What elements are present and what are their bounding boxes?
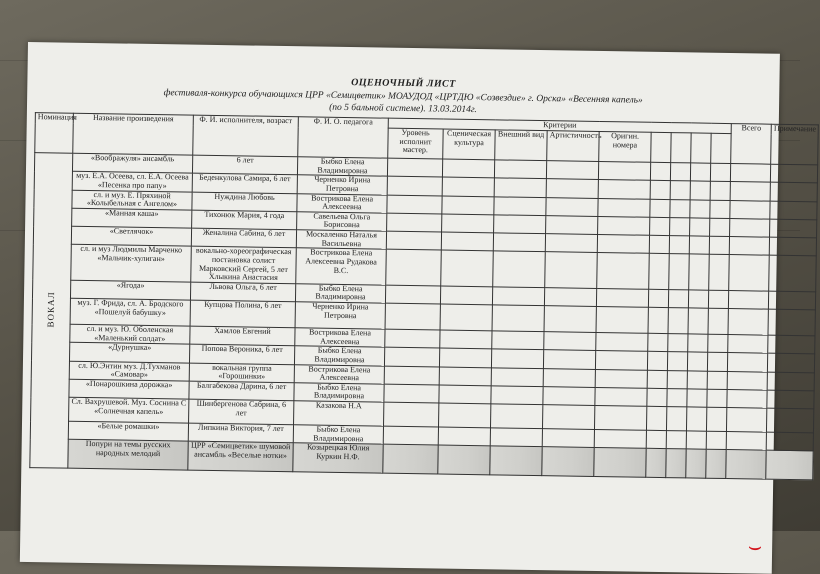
score-cell[interactable] [386, 249, 442, 285]
performer-cell: ЦРР «Семицветик» шумовой ансамбль «Веселые нотки» [188, 441, 293, 472]
score-cell[interactable] [730, 200, 770, 219]
score-cell[interactable] [669, 254, 690, 290]
performer-cell: Попова Вероника, 6 лет [189, 344, 294, 364]
score-cell[interactable] [688, 308, 708, 334]
score-cell[interactable] [441, 232, 493, 251]
score-cell[interactable] [728, 335, 768, 354]
score-cell[interactable] [598, 161, 650, 180]
score-cell[interactable] [727, 408, 767, 433]
score-cell[interactable] [546, 197, 598, 216]
score-cell[interactable] [729, 290, 769, 309]
score-cell[interactable] [768, 353, 815, 372]
score-cell[interactable] [387, 195, 442, 214]
score-cell[interactable] [687, 370, 707, 389]
score-cell[interactable] [490, 428, 542, 447]
score-cell[interactable] [440, 286, 492, 305]
teacher-cell: Вострикова Елена Алексеевна [297, 193, 387, 213]
score-cell[interactable] [385, 329, 440, 348]
score-cell[interactable] [438, 427, 490, 446]
score-cell[interactable] [706, 449, 727, 478]
score-cell[interactable] [726, 450, 766, 480]
score-cell[interactable] [726, 432, 766, 451]
score-cell[interactable] [384, 402, 439, 427]
score-cell[interactable] [668, 334, 688, 353]
score-cell[interactable] [442, 196, 494, 215]
score-cell[interactable] [491, 349, 543, 368]
score-cell[interactable] [543, 386, 595, 405]
score-cell[interactable] [667, 388, 687, 407]
performer-cell: вокальная группа «Горошинки» [189, 363, 294, 383]
performer-cell: Женалина Сабина, 6 лет [191, 228, 296, 248]
score-cell[interactable] [595, 387, 647, 406]
score-cell[interactable] [385, 303, 440, 330]
score-cell[interactable] [769, 237, 816, 256]
teacher-cell: Москаленко Наталья Васильевна [296, 230, 386, 250]
score-cell[interactable] [710, 218, 730, 237]
score-cell[interactable] [770, 182, 817, 201]
score-cell[interactable] [686, 449, 706, 478]
score-cell[interactable] [383, 426, 438, 445]
score-cell[interactable] [494, 196, 546, 215]
score-cell[interactable] [668, 308, 688, 334]
score-cell[interactable] [595, 369, 647, 388]
piece-cell: сл. и муз Людмилы Марченко «Мальчик-хулиган» [71, 244, 192, 281]
score-cell[interactable] [688, 334, 708, 353]
score-cell[interactable] [670, 217, 690, 236]
score-cell[interactable] [385, 285, 440, 304]
score-cell[interactable] [494, 215, 546, 234]
score-cell[interactable] [387, 158, 442, 177]
document-date-line: (по 5 бальной системе). 13.03.2014г. [329, 102, 477, 116]
header-teacher: Ф. И. О. педагога [298, 117, 389, 158]
teacher-cell: Казакова Н.А [294, 401, 384, 426]
score-cell[interactable] [689, 254, 710, 290]
score-cell[interactable] [766, 432, 813, 451]
score-cell[interactable] [648, 289, 668, 308]
score-cell[interactable] [729, 237, 769, 256]
score-cell[interactable] [648, 307, 668, 333]
score-cell[interactable] [706, 431, 726, 450]
score-cell[interactable] [690, 199, 710, 218]
score-cell[interactable] [493, 233, 545, 252]
score-cell[interactable] [542, 429, 594, 448]
score-cell[interactable] [442, 159, 494, 178]
score-cell[interactable] [596, 332, 648, 351]
score-cell[interactable] [594, 405, 646, 430]
score-cell[interactable] [727, 371, 767, 390]
score-cell[interactable] [491, 367, 543, 386]
header-total: Всего [731, 124, 772, 165]
score-cell[interactable] [666, 449, 686, 478]
header-criteria: Критерии [388, 118, 731, 133]
score-cell[interactable] [546, 161, 598, 180]
score-cell[interactable] [646, 430, 666, 449]
score-cell[interactable] [542, 405, 594, 430]
score-cell[interactable] [597, 234, 649, 253]
piece-cell: сл. Ю.Энтин муз. Д.Тухманов «Самовар» [69, 361, 189, 381]
score-cell[interactable] [707, 371, 727, 390]
score-cell[interactable] [710, 181, 730, 200]
score-cell[interactable] [731, 164, 771, 183]
score-cell[interactable] [686, 431, 706, 450]
criterion-mastery: Уровень исполнит мастер. [388, 128, 443, 159]
score-cell[interactable] [689, 236, 709, 255]
performer-cell: 6 лет [192, 155, 297, 175]
score-cell[interactable] [594, 429, 646, 448]
score-cell[interactable] [690, 163, 710, 182]
score-cell[interactable] [690, 181, 710, 200]
evaluation-sheet [20, 42, 817, 574]
score-cell[interactable] [667, 352, 687, 371]
piece-cell: «Ягода» [70, 280, 190, 300]
performer-cell: Нуждина Любовь [192, 192, 297, 212]
score-cell[interactable] [708, 308, 729, 334]
score-cell[interactable] [387, 213, 442, 232]
score-cell[interactable] [440, 330, 492, 349]
score-cell[interactable] [767, 408, 814, 433]
score-cell[interactable] [493, 251, 546, 287]
header-nomination: Номинация [35, 113, 74, 154]
score-cell[interactable] [544, 287, 596, 306]
score-cell[interactable] [439, 385, 491, 404]
teacher-cell: Черненко Ирина Петровна [295, 302, 385, 329]
score-cell[interactable] [598, 216, 650, 235]
header-performer: Ф. И. исполнителя, возраст [193, 115, 299, 157]
score-cell[interactable] [439, 367, 491, 386]
score-cell[interactable] [439, 403, 491, 428]
score-cell[interactable] [647, 370, 667, 389]
score-cell[interactable] [438, 445, 490, 475]
score-cell[interactable] [545, 252, 598, 288]
score-cell[interactable] [595, 351, 647, 370]
performer-cell: Шинбергенова Сабрина, 6 лет [189, 399, 294, 425]
teacher-cell: Савельева Ольга Борисовна [297, 211, 387, 231]
score-cell[interactable] [597, 253, 650, 289]
performer-cell: Хамлов Евгений [190, 326, 295, 346]
score-cell[interactable] [768, 309, 815, 336]
score-cell[interactable] [728, 309, 768, 336]
piece-cell: «Светлячок» [71, 226, 191, 246]
score-cell[interactable] [729, 255, 770, 291]
score-cell[interactable] [490, 446, 542, 476]
score-cell[interactable] [670, 181, 690, 200]
score-cell[interactable] [649, 235, 669, 254]
score-cell[interactable] [543, 350, 595, 369]
score-cell[interactable] [666, 407, 686, 431]
criterion-appearance: Внешний вид [495, 130, 547, 161]
score-cell[interactable] [545, 234, 597, 253]
score-cell[interactable] [769, 255, 817, 291]
score-cell[interactable] [646, 449, 666, 478]
teacher-cell: Черненко Ирина Петровна [297, 175, 387, 195]
score-cell[interactable] [598, 180, 650, 199]
score-cell[interactable] [544, 332, 596, 351]
score-cell[interactable] [727, 389, 767, 408]
criterion-originality: Оригин. номера [599, 131, 651, 162]
document-title: ОЦЕНОЧНЫЙ ЛИСТ [351, 77, 456, 90]
score-cell[interactable] [491, 386, 543, 405]
header-note: Примечание [771, 124, 819, 165]
score-cell[interactable] [542, 447, 594, 477]
performer-cell: Тихонюк Мария, 4 года [192, 210, 297, 230]
score-cell[interactable] [650, 162, 670, 181]
score-cell[interactable] [707, 352, 727, 371]
performer-cell: Липкина Виктория, 7 лет [188, 423, 293, 443]
score-cell[interactable] [594, 448, 646, 478]
score-cell[interactable] [670, 163, 690, 182]
score-cell[interactable] [596, 288, 648, 307]
piece-cell: муз. Г. Фрида, сл. А. Бродского «Пошелуй бабушку» [70, 298, 190, 326]
piece-cell: муз. Е.А. Осеева, сл. Е.А. Осеева «Песенка про папу» [72, 171, 192, 191]
score-cell[interactable] [647, 388, 667, 407]
score-cell[interactable] [686, 407, 706, 431]
score-cell[interactable] [668, 289, 688, 308]
score-cell[interactable] [767, 372, 814, 391]
score-cell[interactable] [649, 254, 670, 290]
score-cell[interactable] [710, 163, 730, 182]
header-piece: Название произведения [73, 113, 194, 155]
piece-cell: «Понарошкина дорожка» [69, 379, 189, 399]
teacher-cell: Быбко Елена Владимировна [294, 382, 384, 402]
piece-cell: «Белые ромашки» [68, 421, 188, 441]
performer-cell: вокально-хореографическая постановка солист Марковский Сергей, 5 лет Хлыкина Анастасия [191, 246, 297, 283]
score-cell[interactable] [544, 306, 596, 333]
score-cell[interactable] [440, 304, 492, 331]
score-cell[interactable] [383, 444, 438, 474]
score-cell[interactable] [771, 164, 818, 183]
teacher-cell: Быбко Елена Владимировна [295, 283, 385, 303]
score-cell[interactable] [546, 179, 598, 198]
teacher-cell: Вострикова Елена Алексеевна [295, 328, 385, 348]
score-cell[interactable] [441, 250, 494, 286]
criterion-artistry: Артистичность [547, 131, 599, 162]
score-cell[interactable] [670, 199, 690, 218]
score-cell[interactable] [768, 335, 815, 354]
score-cell[interactable] [598, 198, 650, 217]
piece-cell: сл. и муз. Е. Пряхиной «Колыбельная с Ангелом» [72, 190, 192, 210]
score-cell[interactable] [646, 406, 666, 430]
score-cell[interactable] [546, 215, 598, 234]
score-cell[interactable] [730, 218, 770, 237]
score-cell[interactable] [384, 347, 439, 366]
score-cell[interactable] [709, 254, 730, 290]
score-cell[interactable] [439, 348, 491, 367]
teacher-cell: Вострикова Елена Алексеевна [294, 364, 384, 384]
score-cell[interactable] [767, 390, 814, 409]
piece-cell: «Дурнушка» [69, 342, 189, 362]
score-cell[interactable] [766, 450, 813, 480]
score-cell[interactable] [688, 290, 708, 309]
piece-cell: «Манная каша» [72, 208, 192, 228]
score-cell[interactable] [709, 236, 729, 255]
score-cell[interactable] [770, 219, 817, 238]
teacher-cell: Быбко Елена Владимировна [297, 157, 387, 177]
score-cell[interactable] [650, 217, 670, 236]
score-cell[interactable] [708, 334, 728, 353]
score-cell[interactable] [543, 368, 595, 387]
score-cell[interactable] [730, 182, 770, 201]
score-cell[interactable] [384, 384, 439, 403]
score-cell[interactable] [647, 352, 667, 371]
score-cell[interactable] [490, 404, 542, 429]
piece-cell: Сл. Вахрушевой. Муз. Соснина С «Солнечная капель» [69, 397, 189, 423]
category-cell [30, 153, 73, 469]
score-cell[interactable] [770, 201, 817, 220]
score-cell[interactable] [728, 353, 768, 372]
criterion-stage-culture: Сценическая культура [443, 129, 495, 160]
score-cell[interactable] [596, 306, 648, 333]
score-cell[interactable] [492, 331, 544, 350]
score-cell[interactable] [669, 236, 689, 255]
score-cell[interactable] [706, 407, 726, 431]
score-cell[interactable] [687, 389, 707, 408]
score-cell[interactable] [442, 177, 494, 196]
score-cell[interactable] [769, 291, 816, 310]
score-cell[interactable] [494, 160, 546, 179]
score-cell[interactable] [492, 287, 544, 306]
performer-cell: Купцова Полина, 6 лет [190, 300, 295, 328]
score-cell[interactable] [650, 199, 670, 218]
score-cell[interactable] [710, 200, 730, 219]
performer-cell: Беденкулова Самира, 6 лет [192, 173, 297, 193]
piece-cell: «Воображуля» ансамбль [72, 153, 192, 173]
teacher-cell: Вострикова Елена Алексеевна Рудакова В.С. [296, 248, 387, 285]
score-cell[interactable] [442, 214, 494, 233]
score-cell[interactable] [666, 431, 686, 450]
performer-cell: Балгабекова Дарина, 6 лет [189, 381, 294, 401]
piece-cell: Попури на темы русских народных мелодий [68, 439, 188, 470]
performer-cell: Львова Ольга, 6 лет [190, 282, 295, 302]
score-cell[interactable] [384, 366, 439, 385]
score-cell[interactable] [708, 290, 728, 309]
teacher-cell: Быбко Елена Владимировна [293, 425, 383, 445]
score-cell[interactable] [650, 181, 670, 200]
teacher-cell: Козырецкая Юлия Куркин Н.Ф. [293, 443, 383, 473]
score-cell[interactable] [667, 370, 687, 389]
score-cell[interactable] [386, 231, 441, 250]
score-cell[interactable] [707, 389, 727, 408]
piece-cell: сл. и муз. Ю. Оболенская «Маленький солдат» [70, 324, 190, 344]
category-label: ВОКАЛ [45, 291, 56, 328]
teacher-cell: Быбко Елена Владимировна [294, 346, 384, 366]
score-cell[interactable] [494, 178, 546, 197]
score-cell[interactable] [387, 176, 442, 195]
red-mark: ⌣ [747, 534, 763, 560]
score-cell[interactable] [492, 305, 544, 332]
evaluation-table [29, 112, 819, 481]
score-cell[interactable] [687, 352, 707, 371]
score-cell[interactable] [648, 333, 668, 352]
score-cell[interactable] [690, 218, 710, 237]
document-subtitle: фестиваля-конкурса обучающихся ЦРР «Семицветик» МОАУДОД «ЦРТДЮ «Созвездие» г. Орска» «Весенняя капель» [163, 88, 643, 106]
